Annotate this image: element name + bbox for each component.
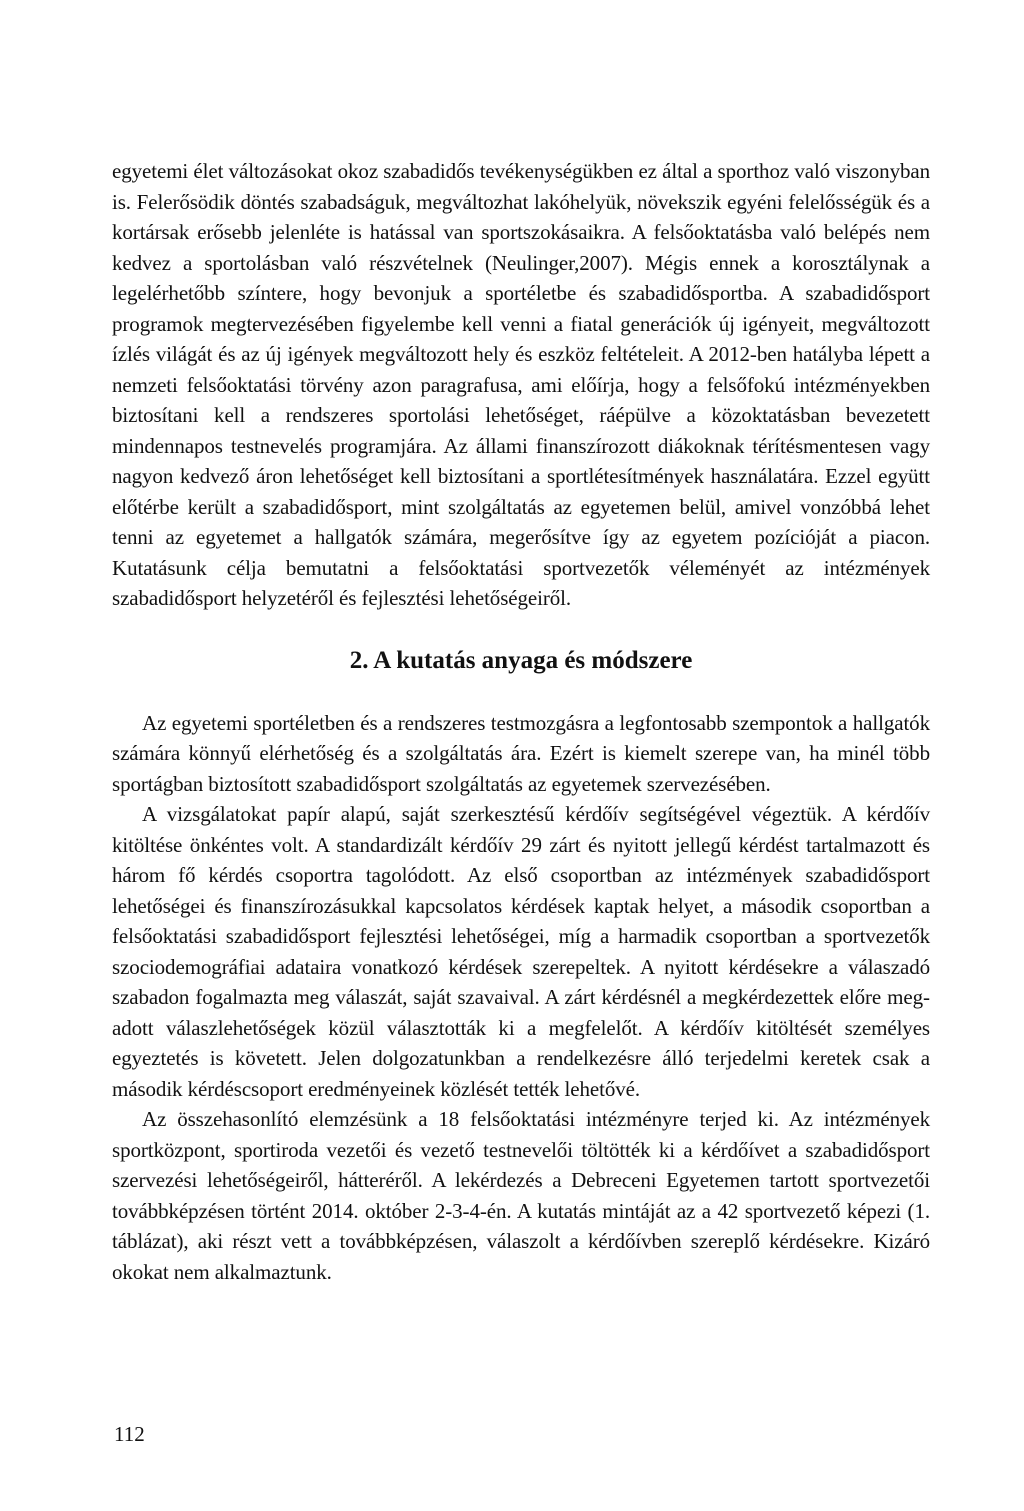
- section-heading: 2. A kutatás anyaga és módszere: [349, 646, 693, 674]
- paragraph-section-3: Az összehasonlító elemzésünk a 18 felsőoktatási intézményre terjed ki. Az intézmények sportközpont, sportiroda vezetői és vezető testnevelői töltötték ki a kérdőívet a szabadidősport szervezési lehetőségeiről, hátteréről. A lekérdezés a Debreceni Egyetemen tartott sportvezetői továbbképzésen történt 2014. október 2-3-4-én. A kutatás mintáját az a 42 sportvezető képezi (1. táblázat), aki részt vett a továbbképzésen, válaszolt a kérdőívben szereplő kérdésekre. Kizáró okokat nem alkalmaztunk.: [112, 1107, 930, 1284]
- paragraph-intro: egyetemi élet változásokat okoz szabadidős tevékenységükben ez által a sporthoz való viszonyban is. Felerősödik döntés szabadságuk, megváltozhat lakóhelyük, növekszik egyéni felelősségük és a kortársak erősebb jelenléte is hatással van sportszokásaikra. A felsőoktatásba való belépés nem kedvez a sportolásban való részvételnek (Neulinger,2007). Mégis ennek a korosztálynak a legelérhetőbb színtere, hogy bevonjuk a sportéletbe és szabadidősportba. A szabadidősport programok megtervezésében figyelembe kell venni a fiatal generációk új igényeit, megváltozott ízlés világát és az új igények megváltozott hely és eszköz feltételeit. A 2012-ben hatályba lépett a nemzeti felsőoktatási törvény azon paragrafusa, ami előírja, hogy a felsőfokú intézményekben biztosítani kell a rendszeres sportolási lehetőséget, ráépülve a közoktatásban bevezetett mindennapos testnevelés programjára. Az állami finanszírozott diákoknak térítésmentesen vagy nagyon kedvező áron lehetőséget kell biztosítani a sportlétesítmények használatára. Ezzel együtt előtérbe került a szabadidősport, mint szolgáltatás az egyetemen belül, amivel vonzóbbá lehet tenni az egyetemet a hallgatók számára, megerősítve így az egyetem pozícióját a piacon. Kutatásunk célja bemutatni a felsőoktatási sportvezetők véleményét az intézmények szabadidősport helyzetéről és fejlesztési lehetőségeiről.: [112, 159, 930, 610]
- page-body: [112, 156, 930, 1287]
- paragraph-section-1: Az egyetemi sportéletben és a rendszeres testmozgásra a legfontosabb szempontok a hallgatók számára könnyű elérhetőség és a szolgáltatás ára. Ezért is kiemelt szerepe van, ha minél több sportágban biztosított szabadidősport szolgáltatás az egyetemek szervezésében.: [112, 710, 930, 796]
- paragraph-section-2: A vizsgálatokat papír alapú, saját szerkesztésű kérdőív segítségével végeztük. A kérdőív kitöltése önkéntes volt. A standardizált kérdőív 29 zárt és nyitott jellegű kérdést tartalmazott és három fő kérdés csoportra tagolódott. Az első csoportban az intézmények szabadidősport lehetőségei és finanszírozásukkal kapcsolatos kérdések kaptak helyet, a második csoportban a felsőoktatási szabadidősport fejlesztési lehetőségei, míg a harmadik csoportban a sportvezetők szociodemográfiai adataira vonatkozó kérdések szerepeltek. A nyitott kérdésekre a válaszadó szabadon fogalmazta meg válaszát, saját szavaival. A zárt kérdésnél a megkérdezettek előre megadott válaszlehetőségek közül választották ki a megfelelőt. A kérdőív kitöltését személyes egyeztetés is követett. Jelen dolgozatunkban a rendelkezésre álló terjedelmi keretek csak a második kérdéscsoport eredményeinek közlését tették lehetővé.: [112, 802, 930, 1101]
- page-number: 112: [114, 1422, 145, 1446]
